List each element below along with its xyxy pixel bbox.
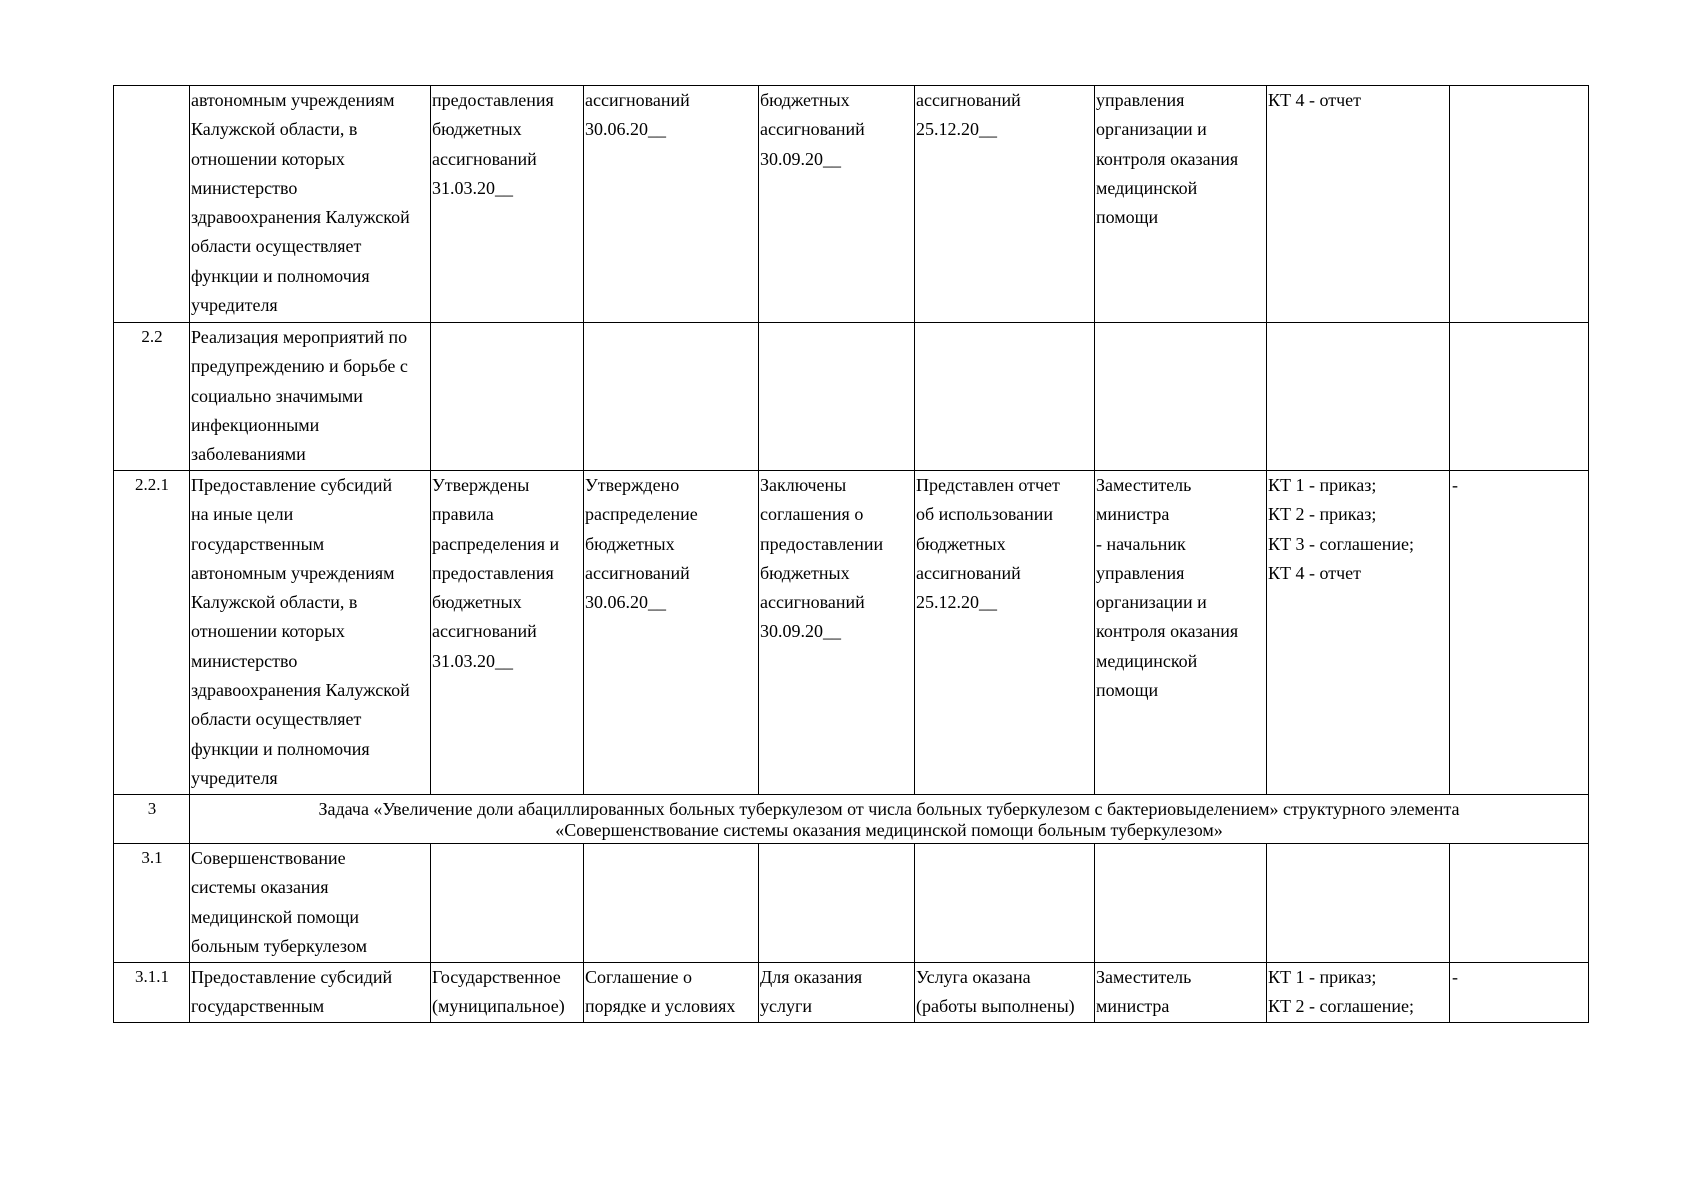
- control-point-2-cell: [584, 323, 759, 471]
- confirmation-docs-cell: [1267, 323, 1450, 471]
- control-point-4-cell: Представлен отчет об использовании бюджетных ассигнований 25.12.20__: [915, 471, 1095, 795]
- info-system-cell: [1450, 844, 1589, 963]
- control-point-4-cell: Услуга оказана (работы выполнены): [915, 963, 1095, 1023]
- responsible-cell: Заместитель министра: [1095, 963, 1267, 1023]
- control-point-4-cell: [915, 844, 1095, 963]
- control-point-4-cell: ассигнований 25.12.20__: [915, 86, 1095, 323]
- control-point-3-cell: Заключены соглашения о предоставлении бюджетных ассигнований 30.09.20__: [759, 471, 915, 795]
- control-point-3-cell: [759, 844, 915, 963]
- table-row: [114, 323, 1589, 471]
- info-system-cell: [1450, 86, 1589, 323]
- control-point-1-cell: Утверждены правила распределения и предоставления бюджетных ассигнований 31.03.20__: [431, 471, 584, 795]
- control-point-4-cell: [915, 323, 1095, 471]
- control-point-2-cell: ассигнований 30.06.20__: [584, 86, 759, 323]
- info-system-cell: -: [1450, 963, 1589, 1023]
- confirmation-docs-cell: КТ 1 - приказ; КТ 2 - соглашение;: [1267, 963, 1450, 1023]
- event-name-cell: Предоставление субсидий государственным: [190, 963, 431, 1023]
- responsible-cell: [1095, 844, 1267, 963]
- control-point-2-cell: [584, 844, 759, 963]
- responsible-cell: [1095, 323, 1267, 471]
- info-system-cell: -: [1450, 471, 1589, 795]
- control-point-2-cell: Утверждено распределение бюджетных ассигнований 30.06.20__: [584, 471, 759, 795]
- event-name-cell: автономным учреждениям Калужской области, в отношении которых министерство здравоохранения Калужской области осуществляет функции и полномочия учредителя: [190, 86, 431, 323]
- control-point-1-cell: предоставления бюджетных ассигнований 31.03.20__: [431, 86, 584, 323]
- table-row: [114, 844, 1589, 963]
- row-number: [114, 86, 190, 323]
- responsible-cell: управления организации и контроля оказания медицинской помощи: [1095, 86, 1267, 323]
- info-system-cell: [1450, 323, 1589, 471]
- row-number: 3.1: [114, 844, 190, 963]
- document-table: [113, 85, 1589, 1023]
- table-row: [114, 471, 1589, 795]
- table-row: [114, 86, 1589, 323]
- table-row-task: [114, 795, 1589, 844]
- row-number: 3: [114, 795, 190, 844]
- task-heading-cell: Задача «Увеличение доли абациллированных больных туберкулезом от числа больных туберкулезом с бактериовыделением» структурного элемента «Совершенствование системы оказания медицинской помощи больным туберкулезом»: [190, 795, 1589, 844]
- event-name-cell: Предоставление субсидий на иные цели государственным автономным учреждениям Калужской области, в отношении которых министерство здравоохранения Калужской области осуществляет функции и полномочия учредителя: [190, 471, 431, 795]
- control-point-2-cell: Соглашение о порядке и условиях: [584, 963, 759, 1023]
- control-point-1-cell: [431, 323, 584, 471]
- row-number: 2.2: [114, 323, 190, 471]
- confirmation-docs-cell: [1267, 844, 1450, 963]
- responsible-cell: Заместитель министра - начальник управления организации и контроля оказания медицинской помощи: [1095, 471, 1267, 795]
- control-point-1-cell: Государственное (муниципальное): [431, 963, 584, 1023]
- event-name-cell: Реализация мероприятий по предупреждению и борьбе с социально значимыми инфекционными заболеваниями: [190, 323, 431, 471]
- row-number: 2.2.1: [114, 471, 190, 795]
- control-point-3-cell: [759, 323, 915, 471]
- confirmation-docs-cell: КТ 4 - отчет: [1267, 86, 1450, 323]
- control-point-3-cell: бюджетных ассигнований 30.09.20__: [759, 86, 915, 323]
- confirmation-docs-cell: КТ 1 - приказ; КТ 2 - приказ; КТ 3 - соглашение; КТ 4 - отчет: [1267, 471, 1450, 795]
- row-number: 3.1.1: [114, 963, 190, 1023]
- control-point-3-cell: Для оказания услуги: [759, 963, 915, 1023]
- table-row: [114, 963, 1589, 1023]
- event-name-cell: Совершенствование системы оказания медицинской помощи больным туберкулезом: [190, 844, 431, 963]
- control-point-1-cell: [431, 844, 584, 963]
